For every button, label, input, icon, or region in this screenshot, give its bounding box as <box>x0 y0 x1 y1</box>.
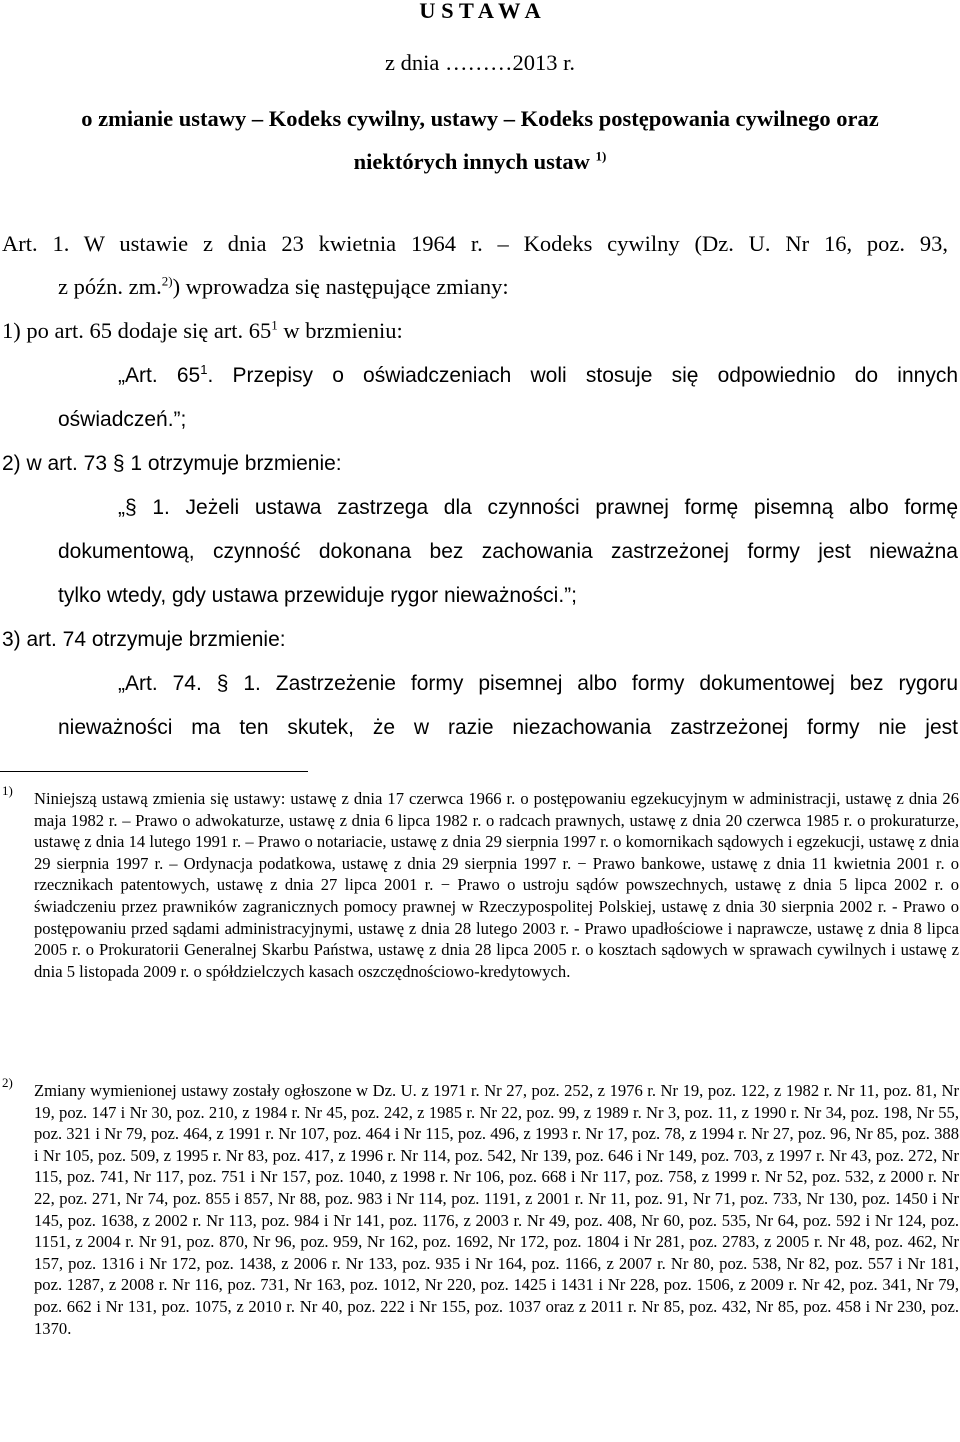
footnote-1-text: Niniejszą ustawą zmienia się ustawy: ustawę z dnia 17 czerwca 1966 r. o postępowaniu egzekucyjnym w administracji, ustawę z dnia 26 maja 1982 r. – Prawo o adwokaturze, ustawę z dnia 6 lipca 1982 r. o radcach prawnych, ustawę z dnia 20 czerwca 1985 r. o prokuraturze, ustawę z dnia 14 lutego 1991 r. – Prawo o notariacie, ustawę z dnia 29 sierpnia 1997 r. o komornikach sądowych i egzekucji, ustawę z dnia 29 sierpnia 1997 r. – Ordynacja podatkowa, ustawę z dnia 29 sierpnia 1997 r. − Prawo bankowe, ustawę z dnia 11 kwietnia 2001 r. o rzecznikach patentowych, ustawę z dnia 27 lipca 2001 r. − Prawo o ustroju sądów powszechnych, ustawę z dnia 5 lipca 2002 r. o świadczeniu przez prawników zagranicznych pomocy prawnej w Rzeczypospolitej Polskiej, ustawę z dnia 30 sierpnia 2002 r. - Prawo o postępowaniu przed sądami administracyjnymi, ustawę z dnia 28 lutego 2003 r. - Prawo upadłościowe i naprawcze, ustawę z dnia 8 lipca 2005 r. o Prokuratorii Generalnej Skarbu Państwa, ustawę z dnia 28 lipca 2005 r. o kosztach sądowych w sprawach cywilnych i ustawę z dnia 5 listopada 2009 r. o spółdzielczych kasach oszczędnościowo-kredytowych. <box>34 789 959 981</box>
document-date: z dnia ………2013 r. <box>385 50 575 75</box>
art1-tail: ) wprowadza się następujące zmiany: <box>172 274 509 299</box>
art1-line2 <box>58 273 509 299</box>
document-subject-line1: o zmianie ustawy – Kodeks cywilny, ustawy – Kodeks postępowania cywilnego oraz <box>81 106 879 131</box>
item1-quote-start: „Art. 65 <box>118 364 201 387</box>
item1-intro-sup: 1 <box>271 317 278 333</box>
item1-intro-tail: w brzmieniu: <box>277 318 403 343</box>
item1-quote-sup: 1 <box>200 362 208 377</box>
art1-line1: Art. 1. W ustawie z dnia 23 kwietnia 1964 r. – Kodeks cywilny (Dz. U. Nr 16, poz. 93, <box>2 231 948 256</box>
footnote-2-mark: 2) <box>2 1075 13 1090</box>
item2-text-line2: dokumentową, czynność dokonana bez zachowania zastrzeżonej formy jest nieważna <box>58 540 958 563</box>
item1-intro <box>2 317 403 343</box>
footnote-ref-1: 1) <box>595 148 607 164</box>
footnote-2-text: Zmiany wymienionej ustawy zostały ogłoszone w Dz. U. z 1971 r. Nr 27, poz. 252, z 1976 r. Nr 19, poz. 122, z 1982 r. Nr 11, poz. 81, Nr 19, poz. 147 i Nr 30, poz. 210, z 1984 r. Nr 45, poz. 242, z 1985 r. Nr 22, poz. 99, z 1989 r. Nr 3, poz. 11, z 1990 r. Nr 34, poz. 198, Nr 55, poz. 321 i Nr 79, poz. 464, z 1991 r. Nr 107, poz. 464 i Nr 115, poz. 496, z 1993 r. Nr 17, poz. 78, z 1994 r. Nr 27, poz. 96, Nr 85, poz. 388 i Nr 105, poz. 509, z 1995 r. Nr 83, poz. 417, z 1996 r. Nr 114, poz. 542, Nr 139, poz. 646 i Nr 149, poz. 703, z 1997 r. Nr 43, poz. 272, Nr 115, poz. 741, Nr 117, poz. 751 i Nr 157, poz. 1040, z 1998 r. Nr 106, poz. 668 i Nr 117, poz. 758, z 1999 r. Nr 52, poz. 532, z 2000 r. Nr 22, poz. 271, Nr 74, poz. 855 i 857, Nr 88, poz. 983 i Nr 114, poz. 1191, z 2001 r. Nr 11, poz. 91, Nr 71, poz. 733, Nr 130, poz. 1450 i Nr 145, poz. 1638, z 2002 r. Nr 113, poz. 984 i Nr 141, poz. 1176, z 2003 r. Nr 49, poz. 408, Nr 60, poz. 535, Nr 64, poz. 592 i Nr 124, poz. 1151, z 2004 r. Nr 91, poz. 870, Nr 96, poz. 959, Nr 162, poz. 1692, Nr 172, poz. 1804 i Nr 281, poz. 2783, z 2005 r. Nr 48, poz. 462, Nr 157, poz. 1316 i Nr 172, poz. 1438, z 2006 r. Nr 133, poz. 935 i Nr 164, poz. 1166, z 2007 r. Nr 80, poz. 538, Nr 82, poz. 557 i Nr 181, poz. 1287, z 2008 r. Nr 116, poz. 731, Nr 163, poz. 1012, Nr 220, poz. 1425 i 1431 i Nr 228, poz. 1506, z 2009 r. Nr 42, poz. 341, Nr 79, poz. 662 i Nr 131, poz. 1075, z 2010 r. Nr 40, poz. 222 i Nr 155, poz. 1037 oraz z 2011 r. Nr 85, poz. 432, Nr 85, poz. 458 i Nr 230, poz. 1370. <box>34 1081 959 1338</box>
footnote-ref-2: 2) <box>161 273 173 289</box>
document-title: U S T A W A <box>419 0 541 23</box>
item2-text-line3: tylko wtedy, gdy ustawa przewiduje rygor nieważności.”; <box>58 584 578 607</box>
item1-quote-end: oświadczeń.”; <box>58 408 187 431</box>
document-subject-line2 <box>0 148 960 174</box>
item1-intro-text: 1) po art. 65 dodaje się art. 65 <box>2 318 272 343</box>
item1-quote-text: . Przepisy o oświadczeniach woli stosuje się odpowiednio do innych <box>207 364 958 387</box>
footnote-separator <box>0 771 308 772</box>
footnote-1-mark: 1) <box>2 783 13 798</box>
item3-text-line2: nieważności ma ten skutek, że w razie niezachowania zastrzeżonej formy nie jest <box>58 716 958 739</box>
item2-intro: 2) w art. 73 § 1 otrzymuje brzmienie: <box>2 452 342 475</box>
item2-text-line1: „§ 1. Jeżeli ustawa zastrzega dla czynności prawnej formę pisemną albo formę <box>118 496 958 519</box>
item3-intro: 3) art. 74 otrzymuje brzmienie: <box>2 628 286 651</box>
item1-quote <box>118 362 958 387</box>
item3-text-line1: „Art. 74. § 1. Zastrzeżenie formy pisemnej albo formy dokumentowej bez rygoru <box>118 672 958 695</box>
art1-zm: z późn. zm. <box>58 274 162 299</box>
subject-text: niektórych innych ustaw <box>353 149 596 174</box>
